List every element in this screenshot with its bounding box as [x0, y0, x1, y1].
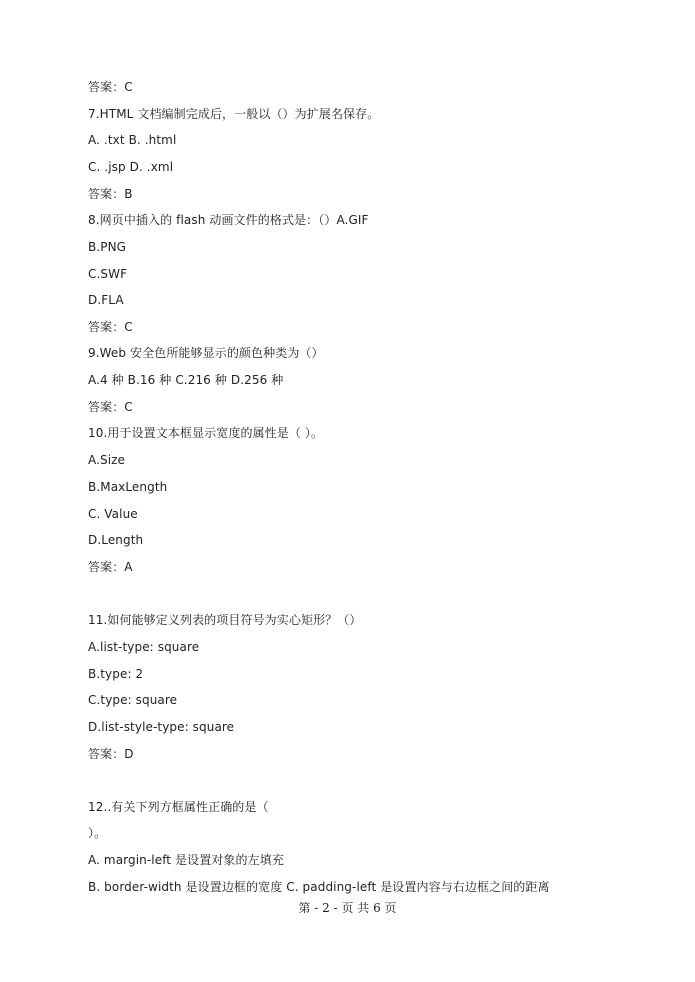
q10-option-c: C. Value — [88, 507, 138, 521]
q12-option-a: A. margin-left 是设置对象的左填充 — [88, 853, 284, 867]
question-11: 11.如何能够定义列表的项目符号为实心矩形？（） — [88, 613, 362, 627]
question-9: 9.Web 安全色所能够显示的颜色种类为（） — [88, 346, 324, 360]
question-12: 12..有关下列方框属性正确的是（ — [88, 800, 269, 814]
q7-options-ab: A. .txt B. .html — [88, 133, 177, 147]
q7-answer: 答案：B — [88, 187, 133, 201]
q7-options-cd: C. .jsp D. .xml — [88, 160, 174, 174]
q8-option-b: B.PNG — [88, 240, 127, 254]
q10-answer: 答案：A — [88, 560, 133, 574]
q11-option-a: A.list-type: square — [88, 640, 200, 654]
q11-option-b: B.type: 2 — [88, 667, 144, 681]
q11-answer: 答案：D — [88, 747, 134, 761]
page-footer: 第 - 2 - 页 共 6 页 — [298, 901, 397, 915]
question-8: 8.网页中插入的 flash 动画文件的格式是：（）A.GIF — [88, 213, 369, 227]
question-12-cont: ）。 — [88, 826, 107, 840]
q12-options-bc: B. border-width 是设置边框的宽度 C. padding-left 是设置内容与右边框之间的距离 — [88, 880, 550, 894]
q10-option-a: A.Size — [88, 453, 126, 467]
q9-options: A.4 种 B.16 种 C.216 种 D.256 种 — [88, 373, 284, 387]
q10-option-d: D.Length — [88, 533, 144, 547]
q8-option-d: D.FLA — [88, 293, 124, 307]
q8-answer: 答案：C — [88, 320, 133, 334]
question-7: 7.HTML 文档编制完成后，一般以（）为扩展名保存。 — [88, 107, 380, 121]
q10-option-b: B.MaxLength — [88, 480, 168, 494]
question-10: 10.用于设置文本框显示宽度的属性是（ ）。 — [88, 426, 324, 440]
q11-option-d: D.list-style-type: square — [88, 720, 235, 734]
q9-answer: 答案：C — [88, 400, 133, 414]
q11-option-c: C.type: square — [88, 693, 178, 707]
q8-option-c: C.SWF — [88, 267, 128, 281]
answer-line: 答案：C — [88, 80, 133, 94]
